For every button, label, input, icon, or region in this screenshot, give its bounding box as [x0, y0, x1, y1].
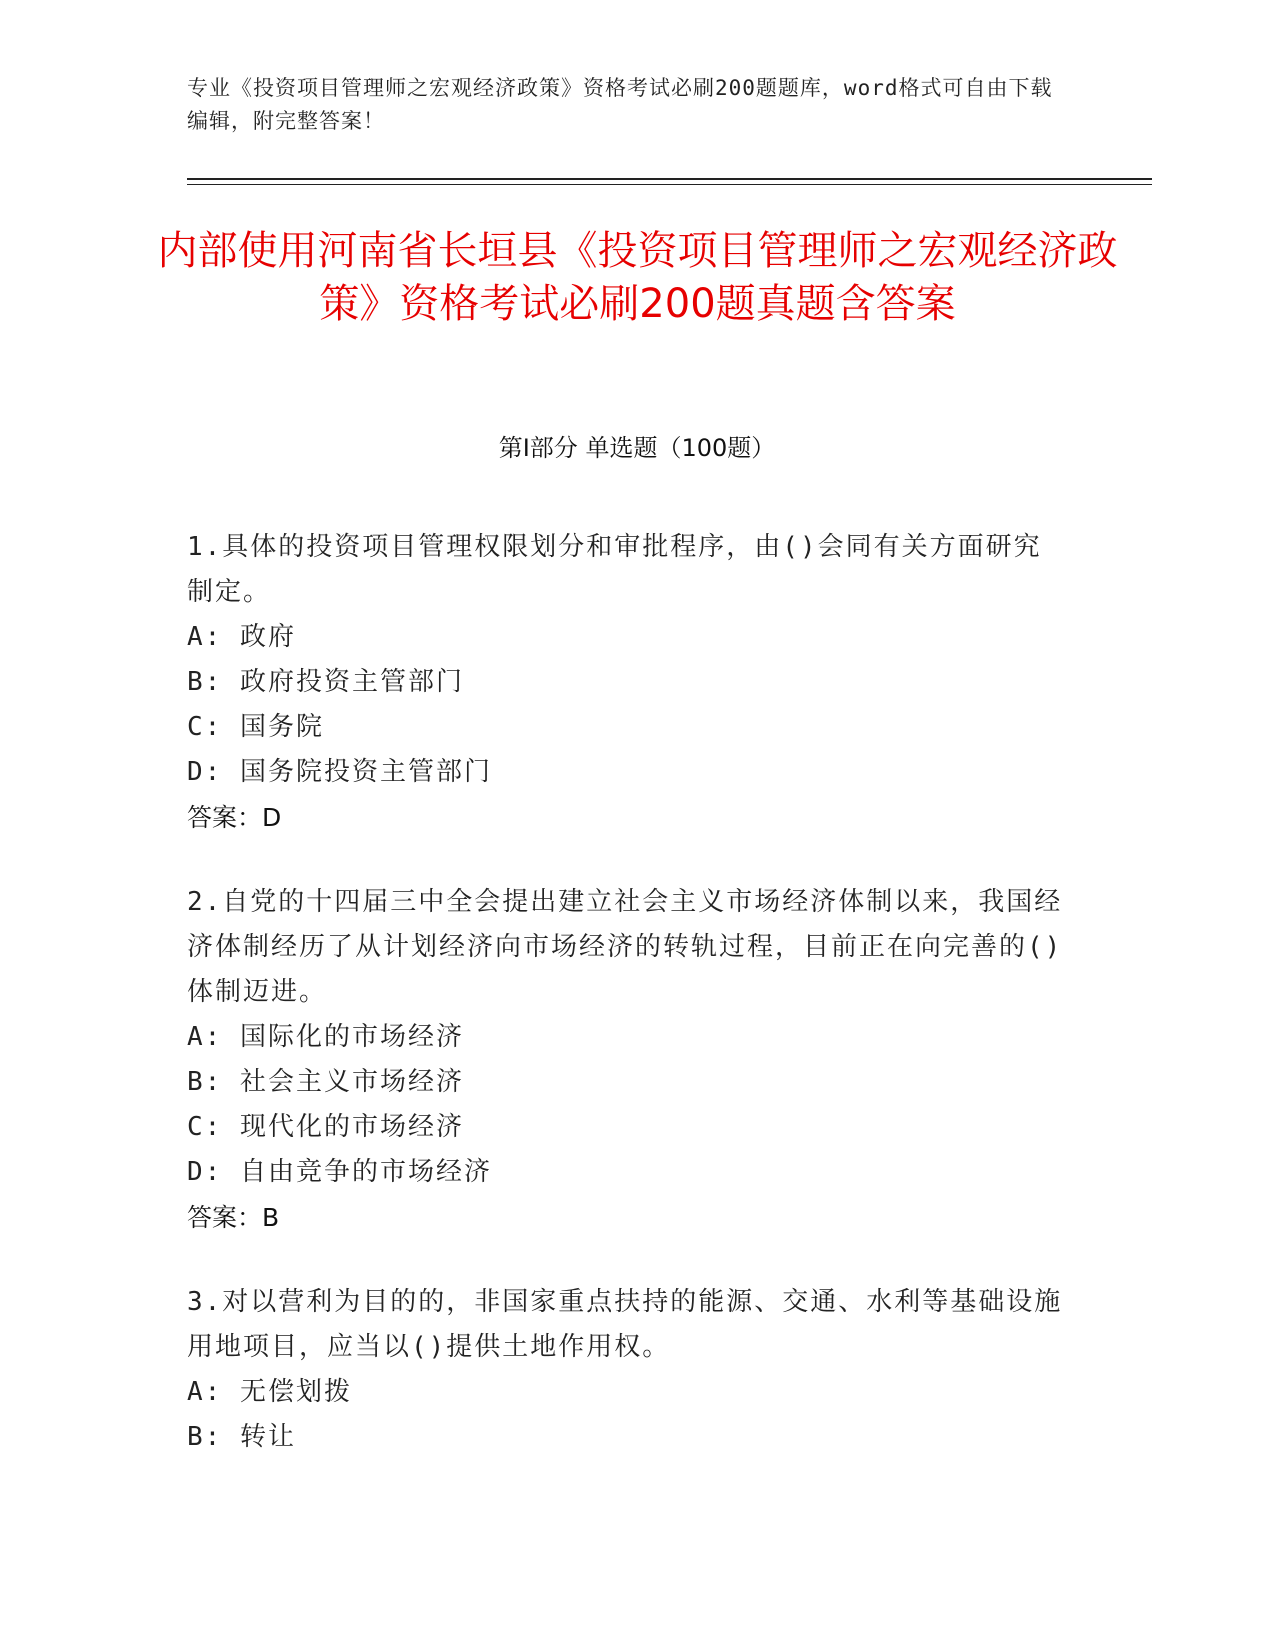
answer: 答案：B	[187, 1203, 280, 1232]
document-title: 内部使用河南省长垣县《投资项目管理师之宏观经济政策》资格考试必刷200题真题含答案	[157, 228, 1118, 327]
question-list	[187, 525, 1067, 1500]
question-3	[187, 1280, 1067, 1460]
header-divider-thin	[187, 184, 1152, 185]
answer: 答案：D	[187, 803, 282, 832]
question-stem: 2.自党的十四届三中全会提出建立社会主义市场经济体制以来，我国经济体制经历了从计划经济向市场经济的转轨过程，目前正在向完善的()体制迈进。	[187, 887, 1063, 1007]
question-2	[187, 880, 1067, 1240]
header-divider	[187, 178, 1152, 180]
option-c: C: 国务院	[187, 712, 324, 742]
option-d: D: 国务院投资主管部门	[187, 757, 492, 787]
option-c: C: 现代化的市场经济	[187, 1112, 464, 1142]
question-1	[187, 525, 1067, 840]
option-b: B: 社会主义市场经济	[187, 1067, 464, 1097]
question-stem: 1.具体的投资项目管理权限划分和审批程序，由()会同有关方面研究制定。	[187, 532, 1042, 607]
option-a: A: 政府	[187, 622, 296, 652]
option-b: B: 政府投资主管部门	[187, 667, 464, 697]
question-stem: 3.对以营利为目的的，非国家重点扶持的能源、交通、水利等基础设施用地项目，应当以()提供土地作用权。	[187, 1287, 1063, 1362]
option-a: A: 无偿划拨	[187, 1377, 352, 1407]
option-b: B: 转让	[187, 1422, 296, 1452]
section-heading: 第Ⅰ部分 单选题（100题）	[498, 434, 776, 462]
header-note: 专业《投资项目管理师之宏观经济政策》资格考试必刷200题题库，word格式可自由下载编辑，附完整答案！	[187, 76, 1053, 133]
option-a: A: 国际化的市场经济	[187, 1022, 464, 1052]
option-d: D: 自由竞争的市场经济	[187, 1157, 492, 1187]
